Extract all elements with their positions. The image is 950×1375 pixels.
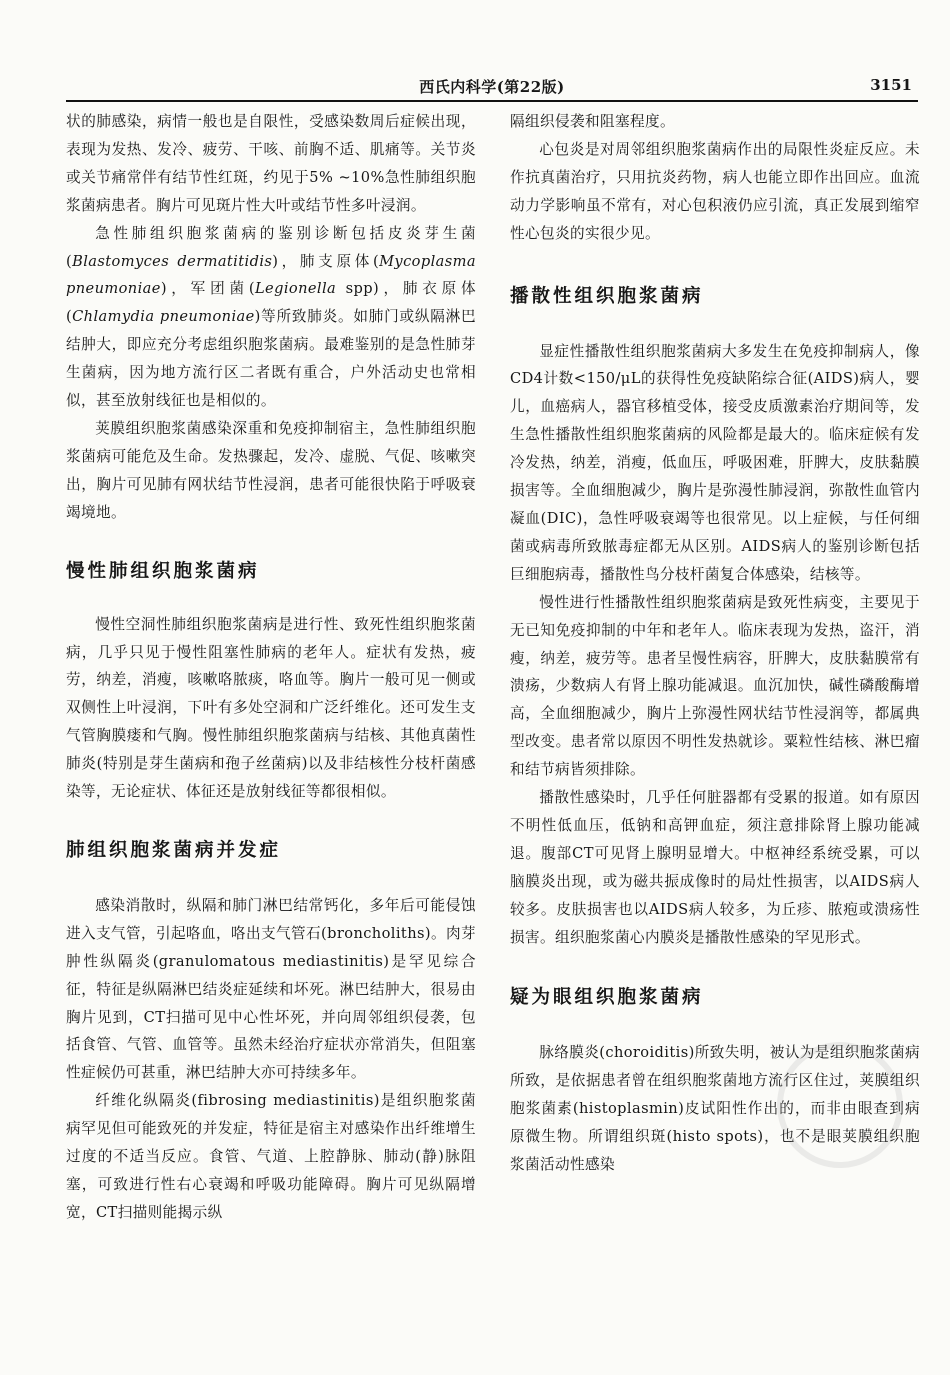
paragraph: 状的肺感染，病情一般也是自限性，受感染数周后症候出现，表现为发热、发冷、疲劳、干咳、前胸不适、肌痛等。关节炎或关节痛常伴有结节性红斑，约见于5% ~10%急性肺组织胞浆菌病患者。胸片可见斑片性大叶或结节性多叶浸润。 bbox=[66, 113, 476, 214]
text-run: spp)，肺衣原体( bbox=[66, 280, 476, 326]
paragraph: 荚膜组织胞浆菌感染深重和免疫抑制宿主，急性肺组织胞浆菌病可能危及生命。发热骤起，发冷、虚脱、气促、咳嗽突出，胸片可见肺有网状结节性浸润，患者可能很快陷于呼吸衰竭境地。 bbox=[66, 419, 476, 521]
paragraph: 隔组织侵袭和阻塞程度。 bbox=[510, 113, 675, 130]
section-heading: 播散性组织胞浆菌病 bbox=[510, 285, 704, 307]
latin-name: Blastomyces dermatitidis bbox=[72, 252, 273, 270]
latin-name: Mycoplasma pneumoniae bbox=[66, 252, 476, 298]
section-heading: 疑为眼组织胞浆菌病 bbox=[510, 987, 704, 1009]
text-run: )等所致肺炎。如肺门或纵隔淋巴结肿大，即应充分考虑组织胞浆菌病。最难鉴别的是急性肺芽生菌病，因为地方流行区二者既有重合，户外活动史也常相似，甚至放射线征也是相似的。 bbox=[66, 308, 477, 410]
paragraph: 显症性播散性组织胞浆菌病大多发生在免疫抑制病人，像CD4计数<150/μL的获得性免疫缺陷综合征(AIDS)病人，婴儿，血癌病人，器官移植受体，接受皮质激素治疗期间等，发生急性播散性组织胞浆菌病的风险都是最大的。临床症候有发冷发热，纳差，消瘦，低血压，呼吸困难，肝脾大，皮肤黏膜损害等。全血细胞减少，胸片是弥漫性肺浸润，弥散性血管内凝血(DIC)，急性呼吸衰竭等也很常见。以上症候，与任何细菌或病毒所致脓毒症都无从区别。AIDS病人的鉴别诊断包括巨细胞病毒，播散性鸟分枝杆菌复合体感染，结核等。 bbox=[510, 342, 920, 583]
running-head: 西氏内科学(第22版) bbox=[419, 78, 565, 96]
latin-name: Chlamydia pneumoniae bbox=[72, 308, 255, 326]
paragraph: 脉络膜炎(choroiditis)所致失明，被认为是组织胞浆菌病所致，是依据患者曾在组织胞浆菌地方流行区住过，荚膜组织胞浆菌素(histoplasmin)皮试阳性作出的，而非由眼查到病原微生物。所谓组织斑(histo spots)，也不是眼荚膜组织胞浆菌活动性感染 bbox=[510, 1044, 920, 1174]
paragraph: 慢性空洞性肺组织胞浆菌病是进行性、致死性组织胞浆菌病，几乎只见于慢性阻塞性肺病的老年人。症状有发热，疲劳，纳差，消瘦，咳嗽咯脓痰，咯血等。胸片一般可见一侧或双侧性上叶浸润，下叶有多处空洞和广泛纤维化。还可发生支气管胸膜瘘和气胸。慢性肺组织胞浆菌病与结核、其他真菌性肺炎(特别是芽生菌病和孢子丝菌病)以及非结核性分枝杆菌感染等，无论症状、体征还是放射线征等都很相似。 bbox=[66, 615, 476, 801]
right-column bbox=[510, 108, 920, 1179]
section-heading: 肺组织胞浆菌病并发症 bbox=[66, 839, 282, 861]
text-run: )，军团菌( bbox=[160, 280, 255, 298]
paragraph: 心包炎是对周邻组织胞浆菌病作出的局限性炎症反应。未作抗真菌治疗，只用抗炎药物，病人也能立即作出回应。血流动力学影响虽不常有，对心包积液仍应引流，真正发展到缩窄性心包炎的实很少见。 bbox=[510, 140, 920, 242]
left-column bbox=[66, 108, 476, 1227]
paragraph: 纤维化纵隔炎(fibrosing mediastinitis)是组织胞浆菌病罕见但可能致死的并发症，特征是宿主对感染作出纤维增生过度的不适当反应。食管、气道、上腔静脉、肺动(静)脉阻塞，可致进行性右心衰竭和呼吸功能障碍。胸片可见纵隔增宽，CT扫描则能揭示纵 bbox=[66, 1092, 476, 1221]
page-header bbox=[66, 76, 918, 98]
paragraph bbox=[66, 220, 476, 415]
paragraph: 感染消散时，纵隔和肺门淋巴结常钙化，多年后可能侵蚀进入支气管，引起咯血，咯出支气管石(broncholiths)。肉芽肿性纵隔炎(granulomatous mediastinitis)是罕见综合征，特征是纵隔淋巴结炎症延续和坏死。淋巴结肿大，很易由胸片见到，CT扫描可见中心性坏死，并向周邻组织侵袭，包括食管、气管、血管等。虽然未经治疗症状亦常消失，但阻塞性症候仍可甚重，淋巴结肿大亦可持续多年。 bbox=[66, 896, 476, 1082]
text-run: 急性肺组织胞浆菌病的鉴别诊断包括皮炎芽生菌( bbox=[66, 224, 476, 270]
paragraph: 慢性进行性播散性组织胞浆菌病是致死性病变，主要见于无已知免疫抑制的中年和老年人。临床表现为发热，盗汗，消瘦，纳差，疲劳等。患者呈慢性病容，肝脾大，皮肤黏膜常有溃疡，少数病人有肾上腺功能减退。血沉加快，碱性磷酸酶增高，全血细胞减少，胸片上弥漫性网状结节性浸润等，都属典型改变。患者常以原因不明性发热就诊。粟粒性结核、淋巴瘤和结节病皆须排除。 bbox=[510, 593, 920, 779]
paragraph: 播散性感染时，几乎任何脏器都有受累的报道。如有原因不明性低血压，低钠和高钾血症，须注意排除肾上腺功能减退。腹部CT可见肾上腺明显增大。中枢神经系统受累，可以脑膜炎出现，或为磁共振成像时的局灶性损害，以AIDS病人较多。皮肤损害也以AIDS病人较多，为丘疹、脓疱或溃疡性损害。组织胞浆菌心内膜炎是播散性感染的罕见形式。 bbox=[510, 789, 920, 946]
section-heading: 慢性肺组织胞浆菌病 bbox=[66, 560, 260, 582]
latin-name: Legionella bbox=[254, 280, 337, 298]
header-rule bbox=[66, 100, 918, 102]
page-number: 3151 bbox=[870, 76, 912, 94]
text-run: )，肺支原体( bbox=[272, 252, 380, 270]
